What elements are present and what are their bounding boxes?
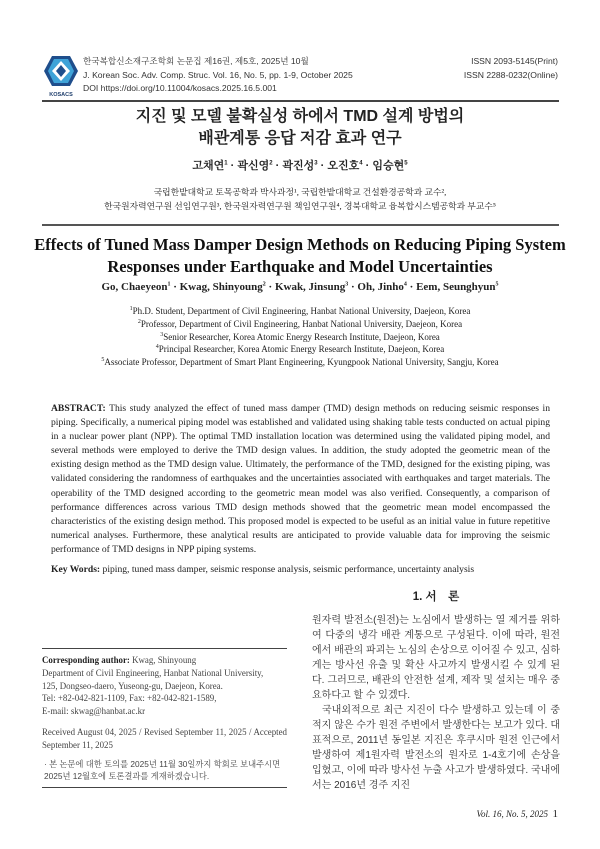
corresponding-author: [42, 648, 287, 718]
affiliation-superscript: 1: [129, 306, 133, 312]
author-name: Go, Chaeyeon: [101, 281, 168, 293]
author-separator: ·: [406, 281, 417, 293]
logo-text: KOSACS: [49, 92, 73, 98]
author-separator: ·: [227, 160, 238, 172]
author-separator: ·: [265, 281, 275, 293]
journal-logo: [43, 55, 79, 98]
doi-link[interactable]: DOI https://doi.org/10.11004/kosacs.2025.16.5.001: [83, 83, 277, 93]
author-superscript: 4: [403, 281, 407, 288]
author-superscript: 5: [404, 160, 408, 167]
author-superscript: 2: [269, 160, 273, 167]
affiliation-superscript: 5: [101, 357, 105, 364]
korean-affiliations: [0, 185, 600, 213]
issn-block: [464, 55, 558, 82]
issn-online: ISSN 2288-0232(Online): [463, 69, 558, 80]
korean-title-line2: 배관계통 응답 저감 효과 연구: [198, 130, 402, 147]
hexagon-logo-icon: [43, 55, 79, 87]
english-title: [0, 234, 600, 278]
corresponding-label: Corresponding author:: [42, 655, 130, 665]
english-authors: [0, 280, 600, 295]
affiliation: [0, 318, 600, 331]
author-superscript: 3: [314, 160, 318, 167]
author-name: Eem, Seunghyun: [416, 281, 496, 293]
journal-name-korean: 한국복합신소재구조학회 논문집 제16권, 제5호, 2025년 10월: [83, 56, 309, 66]
affiliation-superscript: 2: [137, 318, 141, 325]
affiliation-text: Senior Researcher, Korea Atomic Energy Research Institute, Daejeon, Korea: [163, 331, 440, 342]
author-name: Oh, Jinho: [357, 281, 404, 293]
issn-print: ISSN 2093-5145(Print): [471, 56, 558, 66]
affiliation: [0, 305, 600, 318]
corresponding-address: 125, Dongseo-daero, Yuseong-gu, Daejeon, Korea.: [42, 680, 223, 691]
intro-text: [312, 613, 560, 793]
korean-authors: [0, 158, 600, 174]
korean-title-line1: 지진 및 모델 불확실성 하에서 TMD 설계 방법의: [135, 108, 465, 125]
author-name: Kwag, Shinyoung: [179, 281, 263, 293]
affiliation-text: Professor, Department of Civil Engineering, Hanbat National University, Daejeon, Korea: [140, 318, 463, 329]
abstract-text: This study analyzed the effect of tuned mass damper (TMD) design methods on reducing seismic responses in piping. Specifically, a numerical piping model was established and validated using shaking table tests conducted on actual piping in a nuclear power plant (NPP). The optimal TMD installation location was determined using the validated piping model, and several methods were employed to derive the TMD design values. In addition, the study adopted the geometric mean of the existing design method as the TMD design value. Ultimately, the performance of the TMD, designed for the existing piping, was validated considering the randomness of earthquakes and the uncertainties associated with earthquakes and target materials. The operability of the TMD designed according to the geometric mean model was also verified. Consequently, a comparison of performance differences across various TMD design methods showed that the geometric mean model encompassed the characteristics of the existing design method. This proposed model is expected to be useful as an initial value in future repetitive numerical analyses. Furthermore, these analytical results are anticipated to provide valuable data for improving the seismic performance of TMD designs in NPP piping systems.: [51, 403, 550, 555]
keywords-text: piping, tuned mass damper, seismic response analysis, seismic performance, uncertainty analysis: [100, 564, 475, 576]
keywords-label: Key Words:: [51, 564, 101, 576]
author-superscript: 4: [359, 160, 363, 167]
author-separator: ·: [272, 160, 283, 172]
author-separator: ·: [362, 160, 373, 172]
title-rule: [42, 224, 559, 226]
author-separator: ·: [317, 160, 328, 172]
affiliation: [0, 343, 600, 356]
author-superscript: 1: [167, 281, 171, 288]
header-rule: [42, 100, 559, 102]
korean-affil-line1: 국립한밭대학교 토목공학과 박사과정¹, 국립한밭대학교 건설환경공학과 교수²,: [153, 187, 447, 197]
author-name: 오진호: [327, 160, 360, 172]
corresponding-phone: Tel: +82-042-821-1109, Fax: +82-042-821-1589,: [42, 693, 217, 704]
affiliation-text: Ph.D. Student, Department of Civil Engineering, Hanbat National University, Daejeon, Korea: [132, 306, 471, 316]
author-superscript: 5: [495, 281, 499, 288]
abstract-label: ABSTRACT:: [51, 403, 106, 414]
english-title-line1: Effects of Tuned Mass Damper Design Methods on Reducing Piping System: [34, 235, 566, 254]
author-name: 곽신영: [237, 160, 270, 172]
affiliation: [0, 356, 600, 369]
keywords: [51, 563, 550, 577]
author-superscript: 2: [262, 281, 266, 288]
footnote-block: [42, 648, 287, 788]
affiliation: [0, 331, 600, 344]
author-separator: ·: [170, 281, 180, 293]
section-heading: 1. 서 론: [412, 591, 460, 603]
received-dates: Received August 04, 2025 / Revised September 11, 2025 / Accepted September 11, 2025: [42, 726, 287, 750]
corresponding-email[interactable]: E-mail: skwag@hanbat.ac.kr: [42, 706, 146, 717]
page-number: 1: [552, 808, 558, 820]
affiliation-text: Principal Researcher, Korea Atomic Energy Research Institute, Daejeon, Korea: [158, 344, 445, 355]
corresponding-dept: Department of Civil Engineering, Hanbat National University,: [42, 667, 264, 678]
intro-paragraph-2: 국내외적으로 최근 지진이 다수 발생하고 있는데 이 중 적지 않은 수가 원전 주변에서 발생한다는 보고가 있다. 대표적으로, 2011년 동일본 지진은 후쿠시마 원전 인근에서 발생하여 제1원자력 발전소의 원자로 1-4호기에 손상을 입혔고, 이에 따라 방사선 누출 사고가 발생하였다. 국내에서는 2016년 경주 지진: [312, 705, 560, 791]
discussion-note: · 본 논문에 대한 토의를 2025년 11월 30일까지 학회로 보내주시면 2025년 12월호에 토론결과를 게재하겠습니다.: [42, 758, 287, 788]
abstract-section: [51, 402, 550, 577]
english-title-line2: Responses under Earthquake and Model Uncertainties: [107, 257, 493, 276]
author-name: 임승현: [372, 160, 405, 172]
korean-affil-line2: 한국원자력연구원 선임연구원³, 한국원자력연구원 책임연구원⁴, 경북대학교 융복합시스템공학과 부교수⁵: [104, 201, 496, 211]
affiliation-superscript: 4: [155, 344, 159, 351]
affiliation-text: Associate Professor, Department of Smart Plant Engineering, Kyungpook National University, Sangju, Korea: [104, 357, 499, 368]
english-affiliations: [0, 305, 600, 369]
footer-volume: Vol. 16, No. 5, 2025: [476, 809, 548, 819]
author-superscript: 1: [224, 160, 228, 167]
abstract: [51, 402, 550, 557]
affiliation-superscript: 3: [160, 331, 164, 338]
author-separator: ·: [348, 281, 358, 293]
author-name: 고채연: [192, 160, 225, 172]
author-name: 곽진성: [282, 160, 315, 172]
korean-title: [0, 106, 600, 150]
page-footer: [476, 808, 558, 820]
corresponding-name: Kwag, Shinyoung: [129, 655, 197, 665]
author-name: Kwak, Jinsung: [274, 281, 346, 293]
author-superscript: 3: [345, 281, 349, 288]
intro-paragraph-1: 원자력 발전소(원전)는 노심에서 발생하는 열 제거를 위하여 다중의 냉각 배관 계통으로 구성된다. 이에 따라, 원전에서 배관의 파괴는 노심의 손상으로 이어질 수 있고, 심하게는 방사선 유출 및 확산 사고까지 발생시킬 수 있게 된다. 그러므로, 배관의 안전한 설계, 제작 및 설치는 매우 중요하다고 할 수 있겠다.: [312, 615, 560, 701]
journal-name-english: J. Korean Soc. Adv. Comp. Struc. Vol. 16, No. 5, pp. 1-9, October 2025: [83, 69, 353, 80]
journal-citation: [83, 55, 453, 96]
